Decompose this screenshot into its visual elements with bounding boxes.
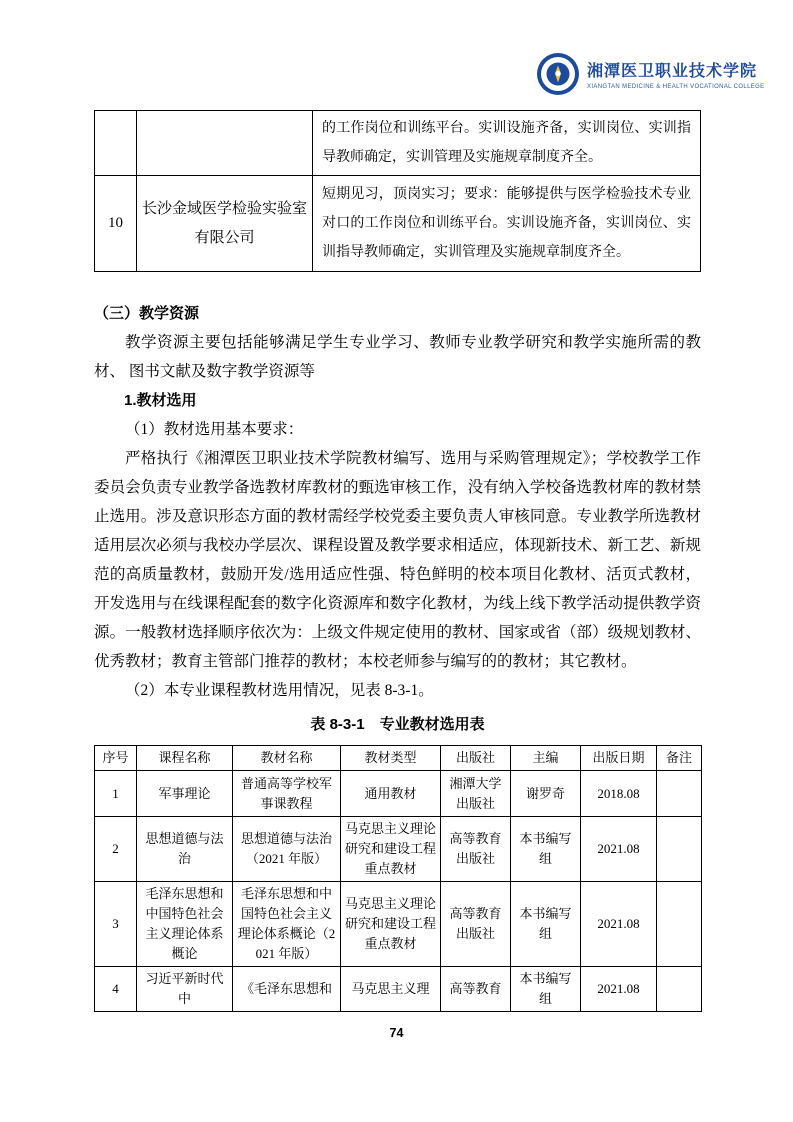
paragraph-selection-policy: 严格执行《湘潭医卫职业技术学院教材编写、选用与采购管理规定》；学校教学工作委员会负责专业教学备选教材库教材的甄选审核工作，没有纳入学校备选教材库的教材禁止选用。涉及意识形态方面的教材需经学校党委主要负责人审核同意。专业教学所选教材适用层次必须与我校办学层次、课程设置及教学要求相适应，体现新技术、新工艺、新规范的高质量教材，鼓励开发/选用适应性强、特色鲜明的校本项目化教材、活页式教材，开发选用与在线课程配套的数字化资源库和数字化教材，为线上线下教学活动提供教学资源。一般教材选择顺序依次为：上级文件规定使用的教材、国家或省（部）级规划教材、优秀教材；教育主管部门推荐的教材；本校老师参与编写的的教材；其它教材。 bbox=[94, 450, 701, 670]
section-heading-resources: （三）教学资源 bbox=[94, 305, 200, 322]
table-cell: 本书编写组 bbox=[511, 967, 581, 1012]
table-header-cell: 教材类型 bbox=[341, 746, 441, 771]
internship-base-table bbox=[94, 110, 701, 272]
table-cell: 高等教育 bbox=[441, 967, 511, 1012]
college-logo bbox=[536, 52, 780, 96]
table-cell-desc: 短期见习，顶岗实习；要求：能够提供与医学检验技术专业对口的工作岗位和训练平台。实训设施齐备，实训岗位、实训指导教师确定，实训管理及实施规章制度齐全。 bbox=[313, 176, 701, 272]
table-title: 表 8-3-1 专业教材选用表 bbox=[310, 716, 485, 733]
item-basic-requirements: （1）教材选用基本要求： bbox=[125, 421, 304, 438]
table-row bbox=[95, 111, 701, 176]
table-cell: 军事理论 bbox=[137, 771, 233, 817]
table-header-cell: 序号 bbox=[95, 746, 137, 771]
table-cell: 2018.08 bbox=[581, 771, 657, 817]
table-cell: 毛泽东思想和中国特色社会主义理论体系概论（2021 年版） bbox=[233, 882, 341, 967]
college-name-en: XIANGTAN MEDICINE & HEALTH VOCATIONAL COLLEGE bbox=[587, 83, 765, 90]
table-cell: 通用教材 bbox=[341, 771, 441, 817]
table-cell bbox=[657, 967, 702, 1012]
table-row bbox=[95, 771, 702, 817]
table-row bbox=[95, 967, 702, 1012]
table-cell: 湘潭大学出版社 bbox=[441, 771, 511, 817]
table-cell: 2021.08 bbox=[581, 817, 657, 882]
table-cell: 思想道德与法治（2021 年版） bbox=[233, 817, 341, 882]
table-cell: 2 bbox=[95, 817, 137, 882]
table-cell: 马克思主义理论研究和建设工程重点教材 bbox=[341, 817, 441, 882]
table-cell bbox=[657, 771, 702, 817]
table-cell: 1 bbox=[95, 771, 137, 817]
table-header-cell: 出版社 bbox=[441, 746, 511, 771]
table-cell bbox=[657, 882, 702, 967]
item-selection-status: （2）本专业课程教材选用情况，见表 8-3-1。 bbox=[125, 682, 434, 699]
college-emblem-icon bbox=[536, 52, 580, 96]
table-cell-desc: 的工作岗位和训练平台。实训设施齐备，实训岗位、实训指导教师确定，实训管理及实施规章制度齐全。 bbox=[313, 111, 701, 176]
table-cell-num bbox=[95, 111, 137, 176]
table-row bbox=[95, 817, 702, 882]
table-cell: 2021.08 bbox=[581, 882, 657, 967]
table-cell: 3 bbox=[95, 882, 137, 967]
table-header-cell: 教材名称 bbox=[233, 746, 341, 771]
table-cell-num: 10 bbox=[95, 176, 137, 272]
document-body bbox=[94, 299, 701, 1012]
table-row bbox=[95, 176, 701, 272]
college-name-block bbox=[587, 58, 780, 90]
table-cell: 谢罗奇 bbox=[511, 771, 581, 817]
table-cell: 毛泽东思想和中国特色社会主义理论体系概论 bbox=[137, 882, 233, 967]
subheading-textbook-selection: 1.教材选用 bbox=[124, 392, 197, 409]
table-cell: 马克思主义理 bbox=[341, 967, 441, 1012]
table-cell: 高等教育出版社 bbox=[441, 882, 511, 967]
paragraph-resources-intro: 教学资源主要包括能够满足学生专业学习、教师专业教学研究和教学实施所需的教材、 图书文献及数字教学资源等 bbox=[94, 334, 701, 380]
table-row bbox=[95, 882, 702, 967]
table-cell: 普通高等学校军事课教程 bbox=[233, 771, 341, 817]
table-cell-company: 长沙金域医学检验实验室有限公司 bbox=[137, 176, 313, 272]
table-cell bbox=[657, 817, 702, 882]
table-cell: 4 bbox=[95, 967, 137, 1012]
table-cell-company bbox=[137, 111, 313, 176]
table-cell: 高等教育出版社 bbox=[441, 817, 511, 882]
table-cell: 《毛泽东思想和 bbox=[233, 967, 341, 1012]
table-cell: 习近平新时代中 bbox=[137, 967, 233, 1012]
table-cell: 马克思主义理论研究和建设工程重点教材 bbox=[341, 882, 441, 967]
table-header-cell: 备注 bbox=[657, 746, 702, 771]
table-header-cell: 出版日期 bbox=[581, 746, 657, 771]
table-cell: 2021.08 bbox=[581, 967, 657, 1012]
table-cell: 本书编写组 bbox=[511, 817, 581, 882]
table-header-row bbox=[95, 746, 702, 771]
page-number: 74 bbox=[389, 1026, 404, 1040]
table-header-cell: 课程名称 bbox=[137, 746, 233, 771]
textbook-selection-table bbox=[94, 745, 702, 1012]
college-name: 湘潭医卫职业技术学院 bbox=[587, 61, 758, 80]
table-cell: 本书编写组 bbox=[511, 882, 581, 967]
table-cell: 思想道德与法治 bbox=[137, 817, 233, 882]
table-header-cell: 主编 bbox=[511, 746, 581, 771]
